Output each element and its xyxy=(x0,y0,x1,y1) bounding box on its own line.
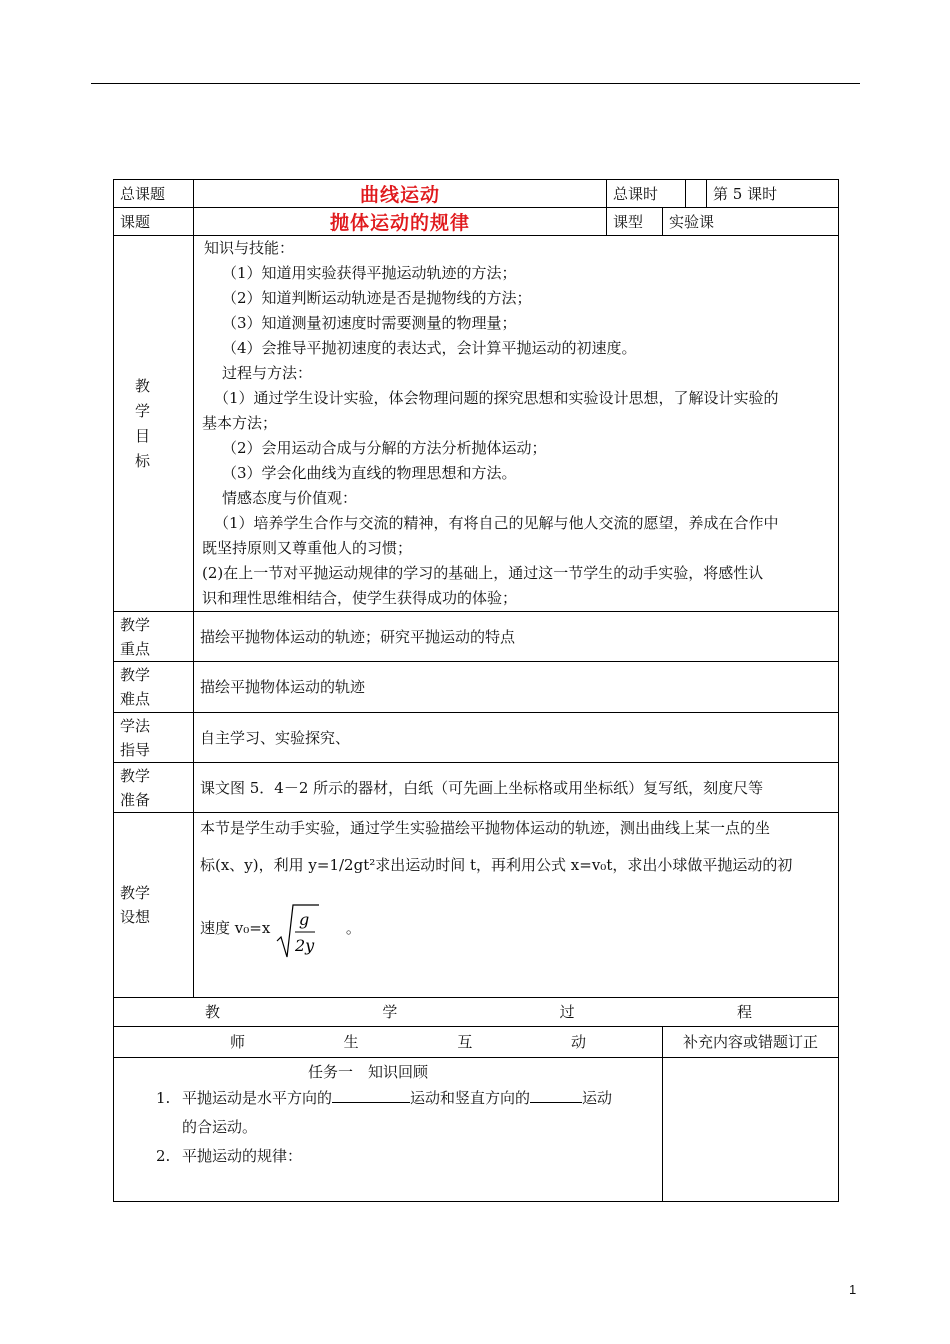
preparation-text: 课文图 5．4－2 所示的器材，白纸（可先画上坐标格或用坐标纸）复写纸，刻度尺等 xyxy=(194,763,839,813)
row-task1 xyxy=(114,1058,839,1202)
task1-supplement-cell[interactable] xyxy=(663,1058,839,1202)
total-topic-label: 总课题 xyxy=(114,180,194,208)
list-item: 2. 平抛运动的规律： xyxy=(156,1147,303,1165)
objective-line: （2）会用运动合成与分解的方法分析抛体运动； xyxy=(222,439,547,457)
objective-heading: 过程与方法： xyxy=(222,364,313,382)
formula-numerator: g xyxy=(299,909,310,929)
objective-line: （3）学会化曲线为直线的物理思想和方法。 xyxy=(222,464,517,482)
difficulties-label: 教学 难点 xyxy=(114,662,194,713)
design-label: 教学 设想 xyxy=(114,813,194,998)
interaction-heading: 师 生 互 动 xyxy=(114,1027,663,1058)
objective-line: （1）培养学生合作与交流的精神，有将自己的见解与他人交流的愿望，养成在合作中 xyxy=(214,514,779,532)
design-formula-line: 速度 v₀=x g 2y 。 xyxy=(200,899,832,959)
task1-title: 任务一 知识回顾 xyxy=(307,1063,428,1081)
page-number: 1 xyxy=(849,1282,857,1297)
objective-line: （4）会推导平抛初速度的表达式，会计算平抛运动的初速度。 xyxy=(222,339,637,357)
objective-line: （1）知道用实验获得平抛运动轨迹的方法； xyxy=(222,264,517,282)
task1-content xyxy=(114,1058,663,1202)
total-hours-label: 总课时 xyxy=(607,180,686,208)
empty-cell xyxy=(686,180,707,208)
objective-line: 既坚持原则又尊重他人的习惯； xyxy=(202,539,413,557)
task1-list xyxy=(120,1084,656,1171)
objective-heading: 知识与技能： xyxy=(204,239,295,257)
sqrt-formula xyxy=(275,900,323,959)
method-text: 自主学习、实验探究、 xyxy=(194,713,839,763)
row-preparation xyxy=(114,763,839,813)
row-process xyxy=(114,998,839,1027)
row-design xyxy=(114,813,839,998)
objective-line: (2)在上一节对平抛运动规律的学习的基础上，通过这一节学生的动手实验，将感性认 xyxy=(202,564,764,582)
fill-blank[interactable] xyxy=(332,1086,410,1103)
topic-label: 课题 xyxy=(114,208,194,236)
row-interaction xyxy=(114,1027,839,1058)
list-item: 1. 平抛运动是水平方向的 运动和竖直方向的 运动 xyxy=(120,1084,656,1113)
row-topic xyxy=(114,208,839,236)
objective-heading: 情感态度与价值观： xyxy=(222,489,358,507)
row-key-points xyxy=(114,612,839,662)
key-points-label: 教学 重点 xyxy=(114,612,194,662)
process-heading: 教 学 过 程 xyxy=(114,998,839,1027)
objective-line: 基本方法； xyxy=(202,414,278,432)
formula-denominator: 2y xyxy=(295,935,315,955)
lesson-plan-table xyxy=(113,179,839,1202)
design-text xyxy=(194,813,839,998)
row-difficulties xyxy=(114,662,839,713)
design-line: 本节是学生动手实验，通过学生实验描绘平抛物体运动的轨迹，测出曲线上某一点的坐 xyxy=(200,819,771,837)
objectives-label-char: 目 xyxy=(134,426,150,445)
header-rule xyxy=(91,83,860,84)
objectives-label-char: 学 xyxy=(134,401,150,420)
objective-line: （3）知道测量初速度时需要测量的物理量； xyxy=(222,314,517,332)
row-objectives xyxy=(114,236,839,612)
row-method xyxy=(114,713,839,763)
key-points-text: 描绘平抛物体运动的轨迹；研究平抛运动的特点 xyxy=(194,612,839,662)
objectives-label-char: 教 xyxy=(134,376,150,395)
objectives-label-char: 标 xyxy=(134,451,150,470)
objective-line: 识和理性思维相结合，使学生获得成功的体验； xyxy=(202,589,518,607)
objective-line: （2）知道判断运动轨迹是否是抛物线的方法； xyxy=(222,289,532,307)
preparation-label: 教学 准备 xyxy=(114,763,194,813)
difficulties-text: 描绘平抛物体运动的轨迹 xyxy=(194,662,839,713)
lesson-number: 第 5 课时 xyxy=(707,180,839,208)
method-label: 学法 指导 xyxy=(114,713,194,763)
objectives-label xyxy=(114,236,194,612)
total-topic: 曲线运动 xyxy=(194,180,607,208)
objectives-content xyxy=(194,236,839,612)
fill-blank[interactable] xyxy=(530,1086,582,1103)
type-label: 课型 xyxy=(607,208,663,236)
design-line: 标(x、y)，利用 y=1/2gt²求出运动时间 t，再利用公式 x=v₀t，求出小球做平抛运动的初 xyxy=(200,856,793,874)
sqrt-sign-icon xyxy=(275,901,323,959)
topic: 抛体运动的规律 xyxy=(194,208,607,236)
supplement-heading: 补充内容或错题订正 xyxy=(663,1027,839,1058)
objective-line: （1）通过学生设计实验，体会物理问题的探究思想和实验设计思想，了解设计实验的 xyxy=(214,389,779,407)
list-item-continuation: 的合运动。 xyxy=(182,1118,258,1136)
row-total-topic xyxy=(114,180,839,208)
lesson-type: 实验课 xyxy=(663,208,839,236)
